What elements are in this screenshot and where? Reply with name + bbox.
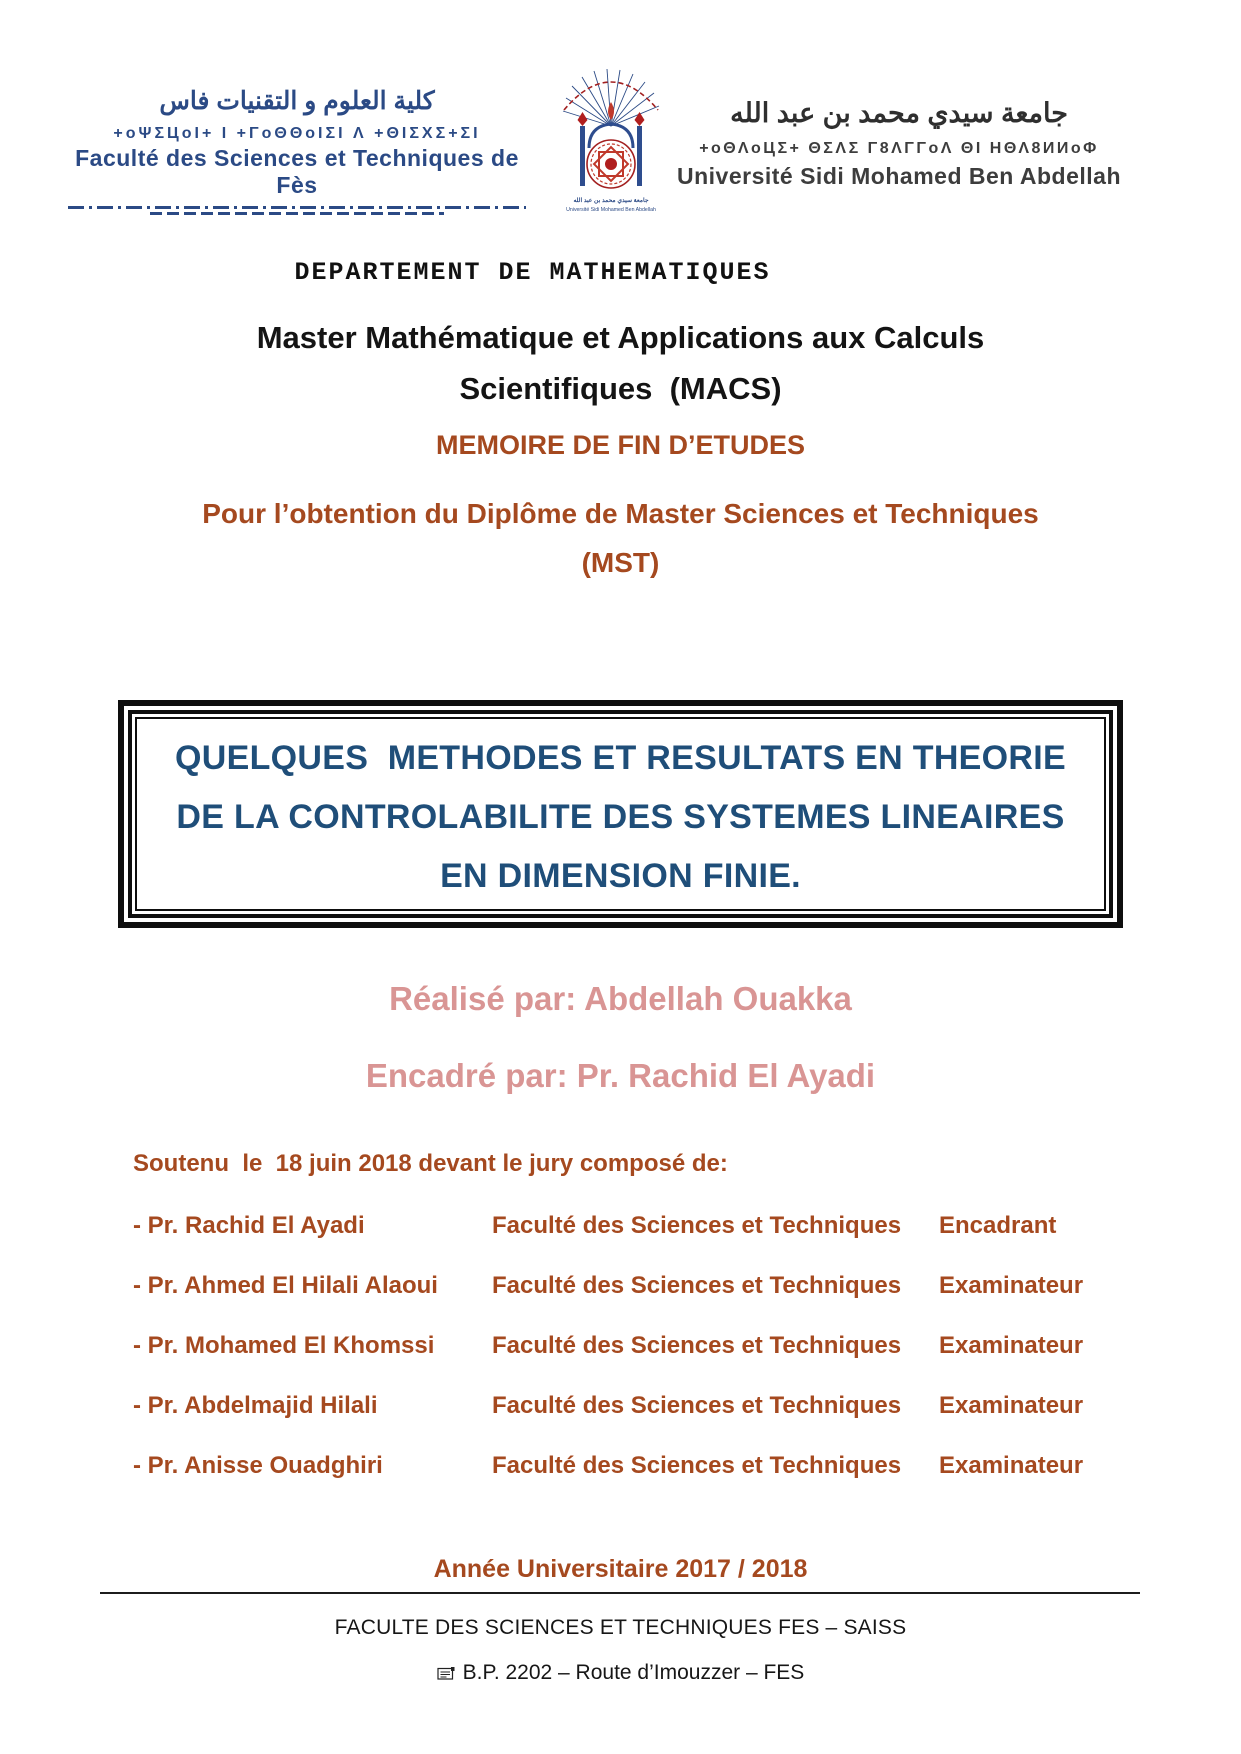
thesis-title: [135, 717, 1106, 911]
jury-member-name: - Pr. Anisse Ouadghiri: [133, 1452, 383, 1479]
diploma-line1: Pour l’obtention du Diplôme de Master Sciences et Techniques: [202, 498, 1039, 529]
faculty-name-tifinagh: +oΨΣЦoI+ I +ΓoΘΘoIΣI Λ +ΘIΣΧΣ+ΣI: [113, 125, 481, 142]
master-program-line1: Master Mathématique et Applications aux Calculs: [256, 320, 985, 355]
thesis-title-line1: QUELQUES METHODES ET RESULTATS EN THEORIE: [175, 739, 1066, 777]
jury-member-affiliation: Faculté des Sciences et Techniques: [492, 1212, 902, 1239]
master-program-line2: Scientifiques (MACS): [459, 371, 782, 406]
defense-line: Soutenu le 18 juin 2018 devant le jury composé de:: [133, 1150, 728, 1177]
university-name-tifinagh: +oΘΛoЦΣ+ ΘΣΛΣ Γ8ΛΓΓoΛ ΘI ΗΘΛ8ИИoΦ: [699, 140, 1099, 157]
jury-member-affiliation: Faculté des Sciences et Techniques: [492, 1392, 902, 1419]
academic-year-line: Année Universitaire 2017 / 2018: [433, 1555, 808, 1583]
logo-caption-arabic: جامعة سيدي محمد بن عبد الله: [573, 198, 649, 204]
university-name-french: Université Sidi Mohamed Ben Abdellah: [676, 163, 1121, 189]
dash-divider: [150, 212, 443, 215]
dash-dot-divider: [68, 206, 526, 209]
master-program-block: [0, 312, 1241, 414]
jury-member-affiliation: Faculté des Sciences et Techniques: [492, 1332, 902, 1359]
diploma-line2: (MST): [581, 547, 660, 578]
jury-row: [0, 1332, 1241, 1392]
jury-member-name: - Pr. Ahmed El Hilali Alaoui: [133, 1272, 438, 1299]
university-logo: [556, 68, 666, 226]
jury-member-name: - Pr. Mohamed El Khomssi: [133, 1332, 435, 1359]
thesis-title-line3: EN DIMENSION FINIE.: [440, 857, 801, 895]
mail-icon: [437, 1666, 456, 1681]
faculty-header-block: [68, 86, 526, 215]
jury-member-role: Examinateur: [939, 1392, 1084, 1419]
thesis-title-line2: DE LA CONTROLABILITE DES SYSTEMES LINEAIRES: [176, 798, 1065, 836]
jury-member-name: - Pr. Rachid El Ayadi: [133, 1212, 365, 1239]
university-header-block: [658, 98, 1140, 190]
jury-row: [0, 1392, 1241, 1452]
footer-address-block: [0, 1661, 1241, 1687]
jury-row: [0, 1212, 1241, 1272]
university-logo-icon: [556, 68, 666, 226]
footer-faculty-line: FACULTE DES SCIENCES ET TECHNIQUES FES – SAISS: [334, 1616, 907, 1639]
faculty-name-arabic: كلية العلوم و التقنيات فاس: [159, 87, 435, 115]
jury-row: [0, 1272, 1241, 1332]
thesis-title-box-mid-border: [128, 710, 1113, 918]
jury-member-name: - Pr. Abdelmajid Hilali: [133, 1392, 378, 1419]
jury-member-role: Examinateur: [939, 1272, 1084, 1299]
footer-divider: [100, 1592, 1140, 1594]
faculty-name-french: Faculté des Sciences et Techniques de Fès: [75, 145, 519, 198]
jury-row: [0, 1452, 1241, 1512]
jury-member-affiliation: Faculté des Sciences et Techniques: [492, 1452, 902, 1479]
department-line-wrap: [0, 258, 1241, 287]
memoire-heading: MEMOIRE DE FIN D’ETUDES: [435, 430, 806, 460]
thesis-title-box: [118, 700, 1123, 928]
department-title: DEPARTEMENT DE MATHEMATIQUES: [294, 258, 771, 287]
supervisor-line: Encadré par: Pr. Rachid El Ayadi: [365, 1057, 876, 1094]
author-line: Réalisé par: Abdellah Ouakka: [389, 980, 852, 1017]
jury-list: [0, 1212, 1241, 1512]
footer-address-line: B.P. 2202 – Route d’Imouzzer – FES: [462, 1661, 805, 1684]
jury-member-affiliation: Faculté des Sciences et Techniques: [492, 1272, 902, 1299]
jury-member-role: Examinateur: [939, 1332, 1084, 1359]
logo-caption-latin: Université Sidi Mohamed Ben Abdellah: [566, 207, 656, 213]
university-name-arabic: جامعة سيدي محمد بن عبد الله: [730, 98, 1068, 128]
diploma-block: [0, 489, 1241, 587]
jury-member-role: Encadrant: [939, 1212, 1057, 1239]
jury-member-role: Examinateur: [939, 1452, 1084, 1479]
